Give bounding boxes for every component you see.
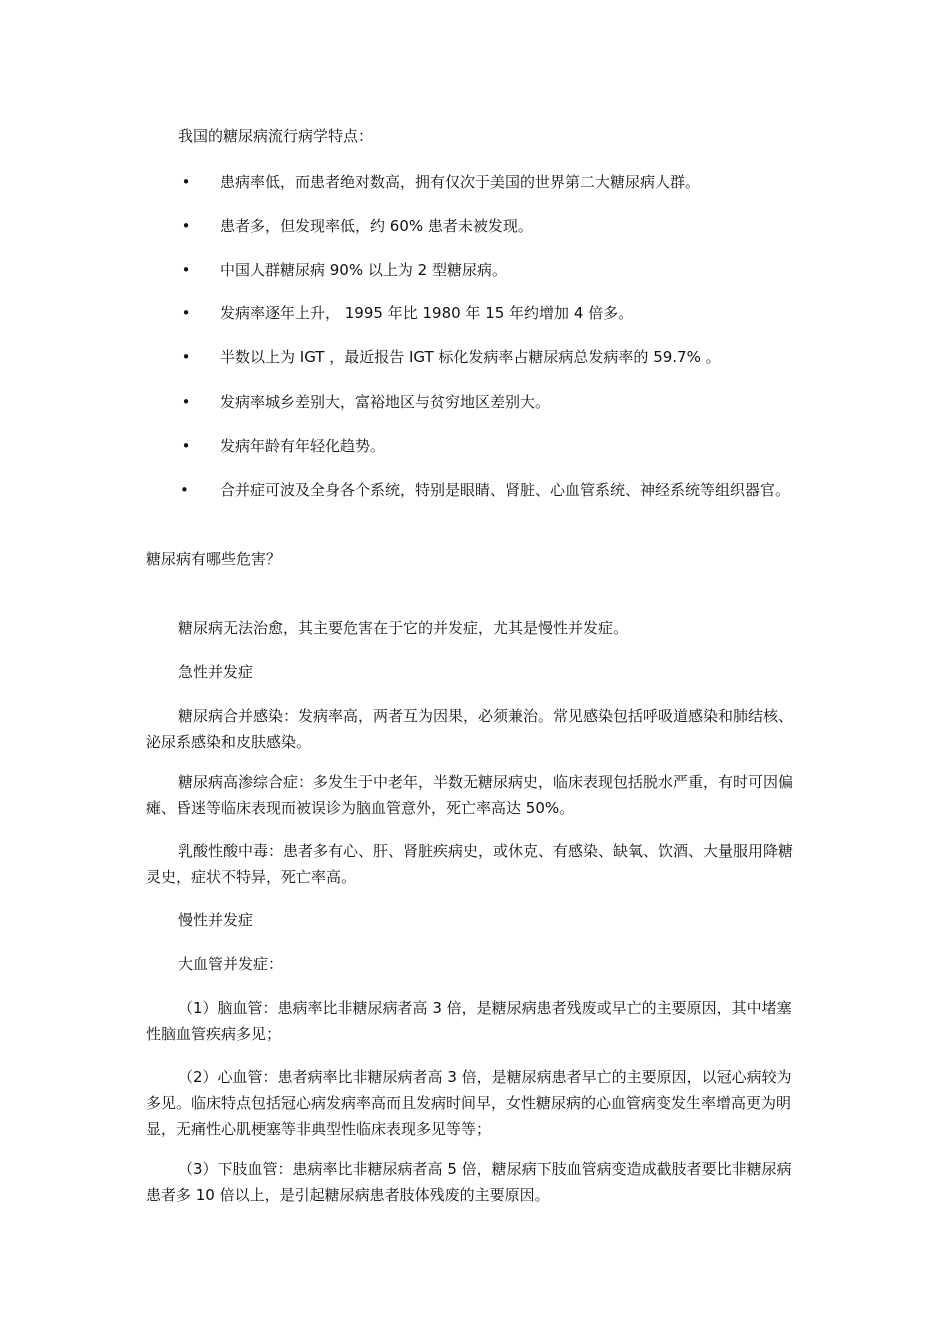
list-item-text: 半数以上为 IGT ，最近报告 IGT 标化发病率占糖尿病总发病率的 59.7% 。 (220, 348, 721, 366)
bullet-icon: • (180, 481, 189, 499)
list-item (146, 433, 806, 459)
list-item-text: 患病率低，而患者绝对数高，拥有仅次于美国的世界第二大糖尿病人群。 (220, 173, 701, 191)
paragraph: （3）下肢血管：患病率比非糖尿病者高 5 倍，糖尿病下肢血管病变造成截肢者要比非糖尿病患者多 10 倍以上，是引起糖尿病患者肢体残废的主要原因。 (146, 1160, 792, 1204)
bullet-icon: • (181, 217, 191, 235)
intro-paragraph: 糖尿病无法治愈，其主要危害在于它的并发症，尤其是慢性并发症。 (178, 619, 629, 637)
paragraph: 乳酸性酸中毒：患者多有心、肝、肾脏疾病史，或休克、有感染、缺氧、饮酒、大量服用降糖灵史，症状不特异，死亡率高。 (146, 842, 794, 886)
bullet-icon: • (181, 173, 191, 191)
list-item-text: 发病率逐年上升， 1995 年比 1980 年 15 年约增加 4 倍多。 (220, 304, 634, 322)
list-item (146, 257, 806, 283)
list-item (146, 213, 806, 239)
list-item-text: 发病年龄有年轻化趋势。 (220, 437, 386, 455)
list-item (146, 389, 806, 415)
subheading-chronic: 慢性并发症 (178, 911, 254, 929)
paragraph: 糖尿病合并感染：发病率高，两者互为因果，必须兼治。常见感染包括呼吸道感染和肺结核、泌尿系感染和皮肤感染。 (146, 707, 794, 751)
paragraph: （2）心血管：患者病率比非糖尿病者高 3 倍，是糖尿病患者早亡的主要原因，以冠心病较为多见。临床特点包括冠心病发病率高而且发病时间早，女性糖尿病的心血管病变发生率增高更为明显，无痛性心肌梗塞等非典型性临床表现多见等等； (146, 1068, 792, 1138)
list-item (146, 300, 806, 326)
bullet-icon: • (181, 437, 191, 455)
list-item (146, 344, 806, 370)
bullet-icon: • (181, 304, 191, 322)
bullet-icon: • (181, 348, 191, 366)
subheading-macrovascular: 大血管并发症： (178, 955, 284, 973)
subheading-acute: 急性并发症 (178, 663, 254, 681)
list-item-text: 发病率城乡差别大，富裕地区与贫穷地区差别大。 (220, 393, 551, 411)
paragraph: 糖尿病高渗综合症：多发生于中老年，半数无糖尿病史，临床表现包括脱水严重，有时可因偏瘫、昏迷等临床表现而被误诊为脑血管意外，死亡率高达 50%。 (146, 773, 794, 817)
bullet-icon: • (181, 393, 191, 411)
list-item-text: 中国人群糖尿病 90% 以上为 2 型糖尿病。 (220, 261, 507, 279)
paragraph: （1）脑血管：患病率比非糖尿病者高 3 倍，是糖尿病患者残废或早亡的主要原因，其中堵塞性脑血管疾病多见； (146, 999, 792, 1043)
list-item (146, 477, 806, 503)
list-item-text: 合并症可波及全身各个系统，特别是眼睛、肾脏、心血管系统、神经系统等组织器官。 (220, 481, 791, 499)
section-title-epidemiology: 我国的糖尿病流行病学特点： (178, 127, 374, 145)
bullet-icon: • (181, 261, 191, 279)
list-item (146, 169, 806, 195)
list-item-text: 患者多，但发现率低，约 60% 患者未被发现。 (220, 217, 533, 235)
section-title-harms: 糖尿病有哪些危害？ (146, 550, 282, 568)
